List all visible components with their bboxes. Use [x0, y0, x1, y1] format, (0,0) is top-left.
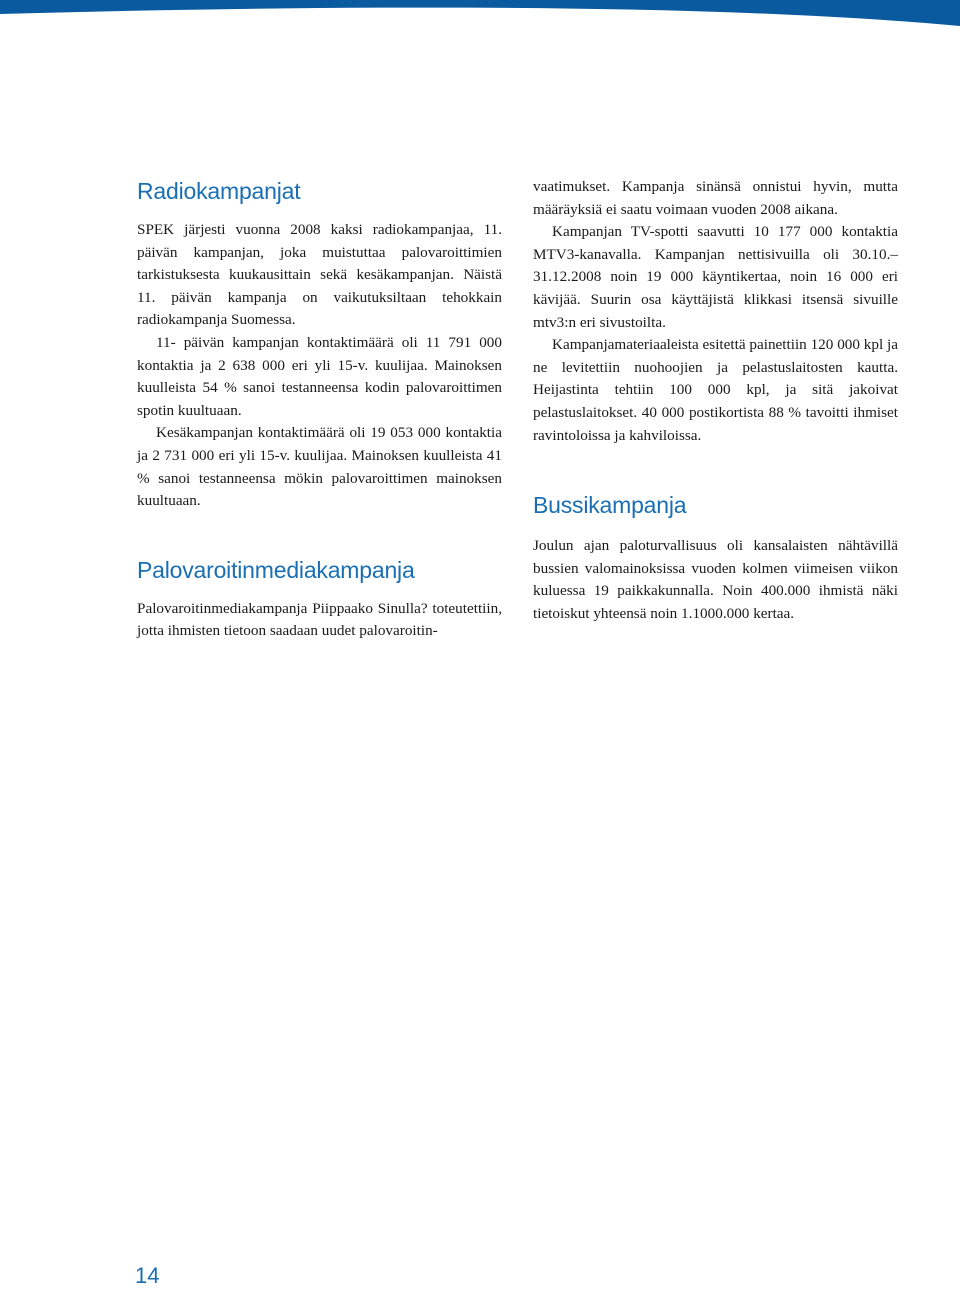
page-number: 14 [135, 1263, 160, 1288]
section-heading-radiokampanjat: Radiokampanjat [137, 178, 301, 204]
paragraph-palo-materials: Kampanjamateriaaleista esitettä painettiin 120 000 kpl ja ne levitettiin nuohoojien ja pelastuslaitosten kautta. Heijastinta tehtiin 100 000 kpl, ja sitä jakoivat pelastuslaitokset. 40 000 postikortista 88 % tavoitti ihmiset ravintoloissa ja kahviloissa. [533, 336, 898, 444]
paragraph-radio-11-day: 11- päivän kampanjan kontaktimäärä oli 11 791 000 kontaktia ja 2 638 000 eri yli 15-v. kuulijaa. Mainoksen kuulleista 54 % sanoi testanneensa kodin palovaroittimen spotin kuultuaan. [137, 333, 502, 419]
paragraph-palo-intro: Palovaroitinmediakampanja Piippaako Sinulla? toteutettiin, jotta ihmisten tietoon saadaan uudet palovaroitin- [137, 599, 502, 640]
section-heading-bussikampanja: Bussikampanja [533, 492, 687, 519]
header-band [0, 0, 960, 40]
left-column [137, 176, 502, 643]
paragraph-radio-summer: Kesäkampanjan kontaktimäärä oli 19 053 000 kontaktia ja 2 731 000 eri yli 15-v. kuulijaa. Mainoksen kuulleista 41 % sanoi testanneensa mökin palovaroittimen mainoksen kuultuaan. [137, 424, 502, 510]
section-heading-palovaroitinmediakampanja: Palovaroitinmediakampanja [137, 556, 415, 583]
paragraph-bussi: Joulun ajan paloturvallisuus oli kansalaisten nähtävillä bussien valomainoksissa vuoden kolmen viimeisen viikon kuluessa 19 paikkakunnalla. Noin 400.000 ihmistä näki tietoiskut yhteensä noin 1.1000.000 kertaa. [533, 537, 898, 622]
paragraph-radio-intro: SPEK järjesti vuonna 2008 kaksi radiokampanjaa, 11. päivän kampanjan, joka muistuttaa palovaroittimien tarkistuksesta kuukausittain sekä kesäkampanjan. Näistä 11. päivän kampanja on vaikutuksiltaan tehokkain radiokampanja Suomessa. [137, 221, 502, 329]
paragraph-palo-intro-continued: vaatimukset. Kampanja sinänsä onnistui hyvin, mutta määräyksiä ei saatu voimaan vuoden 2008 aikana. [533, 178, 898, 218]
paragraph-palo-tv: Kampanjan TV-spotti saavutti 10 177 000 kontaktia MTV3-kanavalla. Kampanjan nettisivuilla oli 30.10.–31.12.2008 noin 19 000 käyntikertaa, noin 16 000 eri kävijää. Suurin osa käyttäjistä klikkasi itsensä sivuille mtv3:n eri sivustoilta. [533, 223, 898, 331]
right-column [533, 176, 898, 626]
